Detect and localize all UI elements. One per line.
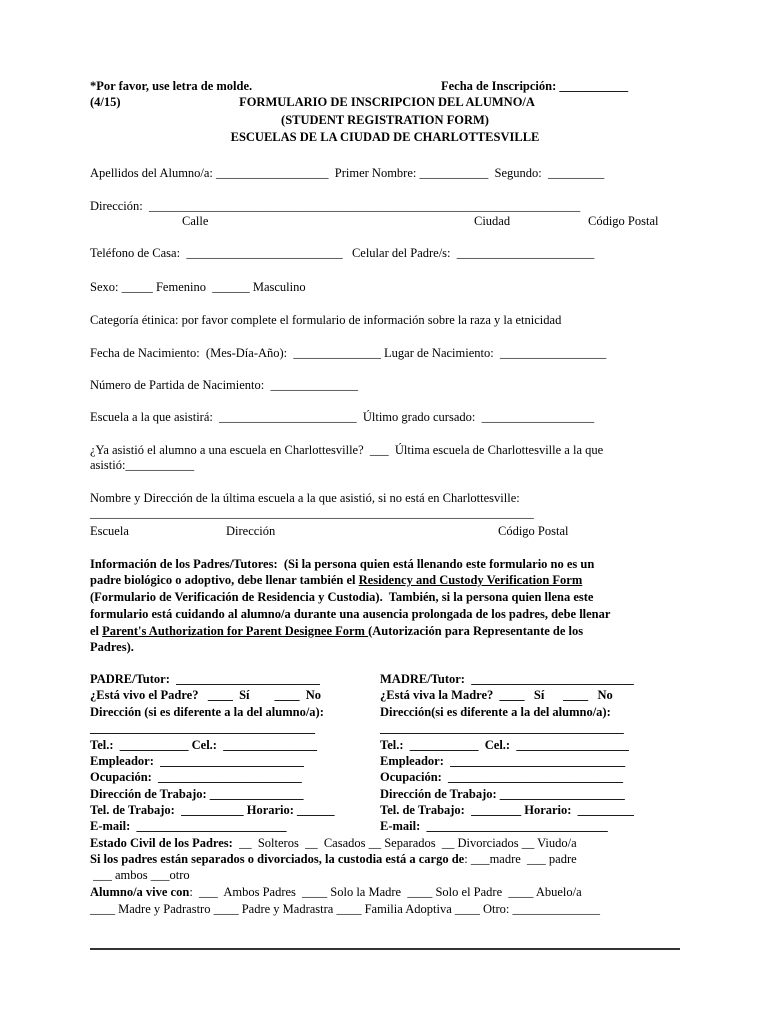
parents-info-line5 xyxy=(90,624,583,639)
page-bottom-rule xyxy=(90,948,680,950)
birth-certificate-field[interactable]: Número de Partida de Nacimiento: ______________ xyxy=(90,378,358,392)
student-names-field[interactable]: Apellidos del Alumno/a: __________________ Primer Nombre: ___________ Segundo: _________ xyxy=(90,166,605,180)
parents-info-line4: formulario está cuidando al alumno/a durante una ausencia prolongada de los padres, debe llenar xyxy=(90,607,611,621)
school-grade-field[interactable]: Escuela a la que asistirá: ______________________ Último grado cursado: __________________ xyxy=(90,410,595,424)
father-address-field[interactable]: ____________________________________ xyxy=(90,721,315,735)
lives-with-options[interactable]: : ___ Ambos Padres ____ Solo la Madre ____ Solo el Padre ____ Abuelo/a xyxy=(189,885,582,899)
parents-info-line3: (Formulario de Verificación de Residencia y Custodia). También, si la persona quien llena este xyxy=(90,590,594,604)
lives-with-field[interactable] xyxy=(90,885,582,900)
parents-info-line2-text: padre biológico o adoptivo, debe llenar también el xyxy=(90,573,359,587)
father-work-address-field[interactable]: Dirección de Trabajo: _______________ xyxy=(90,787,304,801)
last-charlottesville-school-field[interactable]: asistió:___________ xyxy=(90,458,195,472)
father-alive-field[interactable]: ¿Está vivo el Padre? ____ Sí ____ No xyxy=(90,688,322,702)
lives-with-label: Alumno/a vive con xyxy=(90,885,190,899)
address-city-label: Ciudad xyxy=(474,214,511,228)
address-field[interactable]: Dirección: _____________________________________________________________________ xyxy=(90,199,581,213)
parents-info-line5-text: el xyxy=(90,624,103,638)
registration-date-field[interactable]: Fecha de Inscripción: ___________ xyxy=(441,79,629,93)
custody-label: Si los padres están separados o divorciados, la custodia está a cargo de xyxy=(90,852,465,866)
custody-field[interactable] xyxy=(90,852,577,867)
parents-info-line5-tail: (Autorización para Representante de los xyxy=(368,624,584,638)
custody-options[interactable]: : ___madre ___ padre xyxy=(464,852,577,866)
last-school-address-label: Dirección xyxy=(226,524,276,538)
mother-alive-field[interactable]: ¿Está viva la Madre? ____ Sí ____ No xyxy=(380,688,613,702)
father-email-field[interactable]: E-mail: ________________________ xyxy=(90,819,287,833)
mother-address-field[interactable]: _______________________________________ xyxy=(380,721,624,735)
form-version: (4/15) xyxy=(90,95,121,109)
father-work-phone-field[interactable]: Tel. de Trabajo: __________ Horario: ______ xyxy=(90,803,335,817)
mother-tutor-field[interactable]: MADRE/Tutor: __________________________ xyxy=(380,672,634,686)
mother-phones-field[interactable]: Tel.: ___________ Cel.: __________________ xyxy=(380,738,629,752)
block-letters-instruction: *Por favor, use letra de molde. xyxy=(90,79,253,93)
sex-field[interactable]: Sexo: _____ Femenino ______ Masculino xyxy=(90,280,306,294)
father-employer-field[interactable]: Empleador: _______________________ xyxy=(90,754,304,768)
form-title-en: (STUDENT REGISTRATION FORM) xyxy=(281,113,489,127)
father-tutor-field[interactable]: PADRE/Tutor: _______________________ xyxy=(90,672,320,686)
ethnic-category-note: Categoría étinica: por favor complete el formulario de información sobre la raza y la etnicidad xyxy=(90,313,562,327)
parents-info-line6: Padres). xyxy=(90,640,134,654)
mother-work-phone-field[interactable]: Tel. de Trabajo: ________ Horario: _________ xyxy=(380,803,634,817)
mother-address-label: Dirección(si es diferente a la del alumno/a): xyxy=(380,705,611,719)
birth-date-place-field[interactable]: Fecha de Nacimiento: (Mes-Día-Año): ______________ Lugar de Nacimiento: _________________ xyxy=(90,346,607,360)
lives-with-options-line2[interactable]: ____ Madre y Padrastro ____ Padre y Madrastra ____ Familia Adoptiva ____ Otro: ______________ xyxy=(90,902,600,916)
form-title-es: FORMULARIO DE INSCRIPCION DEL ALUMNO/A xyxy=(239,95,535,109)
phone-field[interactable]: Teléfono de Casa: _________________________ Celular del Padre/s: ______________________ xyxy=(90,246,595,260)
civil-status-options[interactable]: __ Solteros __ Casados __ Separados __ Divorciados __ Viudo/a xyxy=(232,836,577,850)
civil-status-label: Estado Civil de los Padres: xyxy=(90,836,233,850)
school-system-title: ESCUELAS DE LA CIUDAD DE CHARLOTTESVILLE xyxy=(230,130,540,144)
civil-status-field[interactable] xyxy=(90,836,577,851)
custody-options-line2[interactable]: ___ ambos ___otro xyxy=(90,868,190,882)
last-school-label: Nombre y Dirección de la última escuela a la que asistió, si no está en Charlottesville: xyxy=(90,491,520,505)
father-occupation-field[interactable]: Ocupación: _______________________ xyxy=(90,770,302,784)
residency-custody-form-link[interactable]: Residency and Custody Verification Form xyxy=(358,573,583,587)
address-street-label: Calle xyxy=(182,214,209,228)
attended-charlottesville-field[interactable]: ¿Ya asistió el alumno a una escuela en Charlottesville? ___ Última escuela de Charlottesville a la que xyxy=(90,443,604,457)
parents-info-line2 xyxy=(90,573,582,588)
last-school-blank[interactable]: _______________________________________________________________________ xyxy=(90,506,534,520)
father-phones-field[interactable]: Tel.: ___________ Cel.: _______________ xyxy=(90,738,317,752)
parent-designee-form-link[interactable]: Parent's Authorization for Parent Designee Form xyxy=(102,624,369,638)
address-zip-label: Código Postal xyxy=(588,214,659,228)
mother-email-field[interactable]: E-mail: _____________________________ xyxy=(380,819,608,833)
father-address-label: Dirección (si es diferente a la del alumno/a): xyxy=(90,705,324,719)
parents-info-line1: Información de los Padres/Tutores: (Si la persona quien está llenando este formulario no es un xyxy=(90,557,595,571)
last-school-name-label: Escuela xyxy=(90,524,129,538)
mother-occupation-field[interactable]: Ocupación: ____________________________ xyxy=(380,770,624,784)
mother-employer-field[interactable]: Empleador: ____________________________ xyxy=(380,754,626,768)
mother-work-address-field[interactable]: Dirección de Trabajo: ____________________ xyxy=(380,787,625,801)
last-school-zip-label: Código Postal xyxy=(498,524,569,538)
